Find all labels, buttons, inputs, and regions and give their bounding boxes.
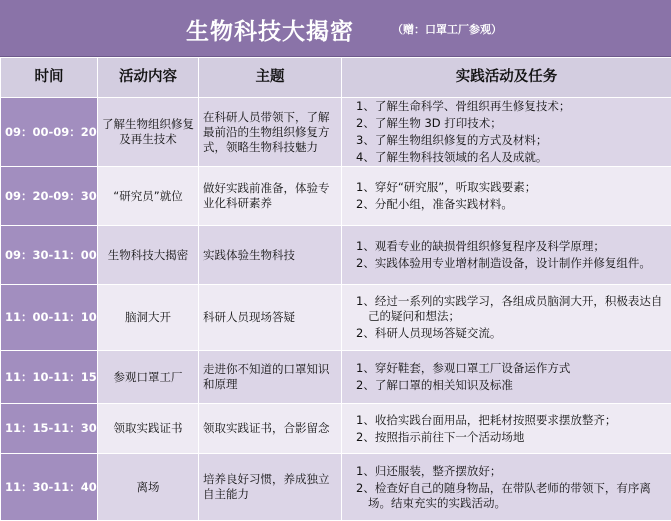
row-time: 09：00-09：20 xyxy=(1,98,98,167)
row-theme: 做好实践前准备，体验专业化科研素养 xyxy=(199,167,342,226)
row-tasks xyxy=(342,285,671,351)
table-row xyxy=(1,404,671,454)
header-activity: 活动内容 xyxy=(98,58,199,98)
task-item: 1、穿好鞋套，参观口罩工厂设备运作方式 xyxy=(356,360,669,377)
row-tasks xyxy=(342,167,671,226)
row-theme: 科研人员现场答疑 xyxy=(199,285,342,351)
row-tasks xyxy=(342,404,671,454)
task-item: 2、科研人员现场答疑交流。 xyxy=(356,325,669,342)
schedule-table xyxy=(0,57,671,521)
row-time: 11：15-11：30 xyxy=(1,404,98,454)
row-activity: “研究员”就位 xyxy=(98,167,199,226)
row-theme: 走进你不知道的口罩知识和原理 xyxy=(199,351,342,404)
table-row xyxy=(1,285,671,351)
task-item: 2、检查好自己的随身物品，在带队老师的带领下，有序离场。结束充实的实践活动。 xyxy=(356,480,669,512)
page-subtitle: （赠：口罩工厂参观） xyxy=(392,21,502,37)
header-row xyxy=(1,58,671,98)
task-item: 1、了解生命科学、骨组织再生修复技术； xyxy=(356,98,669,115)
row-tasks xyxy=(342,226,671,285)
task-item: 1、观看专业的缺损骨组织修复程序及科学原理； xyxy=(356,238,669,255)
row-activity: 生物科技大揭密 xyxy=(98,226,199,285)
row-time: 11：00-11：10 xyxy=(1,285,98,351)
row-time: 09：30-11：00 xyxy=(1,226,98,285)
row-theme: 在科研人员带领下，了解最前沿的生物组织修复方式，领略生物科技魅力 xyxy=(199,98,342,167)
row-time: 11：10-11：15 xyxy=(1,351,98,404)
page-title: 生物科技大揭密 xyxy=(186,13,354,46)
row-tasks xyxy=(342,351,671,404)
row-activity: 离场 xyxy=(98,454,199,521)
table-header xyxy=(1,58,671,98)
task-item: 1、经过一系列的实践学习，各组成员脑洞大开，积极表达自己的疑问和想法； xyxy=(356,293,669,325)
title-banner xyxy=(0,0,671,57)
task-item: 2、实践体验用专业增材制造设备，设计制作并修复组件。 xyxy=(356,255,669,272)
table-body xyxy=(1,98,671,521)
row-theme: 领取实践证书，合影留念 xyxy=(199,404,342,454)
task-item: 1、穿好“研究服”，听取实践要素； xyxy=(356,179,669,196)
task-item: 2、了解口罩的相关知识及标准 xyxy=(356,377,669,394)
row-activity: 了解生物组织修复及再生技术 xyxy=(98,98,199,167)
table-row xyxy=(1,98,671,167)
header-theme: 主题 xyxy=(199,58,342,98)
task-item: 2、分配小组，准备实践材料。 xyxy=(356,196,669,213)
header-time: 时间 xyxy=(1,58,98,98)
row-activity: 脑洞大开 xyxy=(98,285,199,351)
row-theme: 培养良好习惯，养成独立自主能力 xyxy=(199,454,342,521)
row-theme: 实践体验生物科技 xyxy=(199,226,342,285)
task-item: 1、收拾实践台面用品，把耗材按照要求摆放整齐； xyxy=(356,412,669,429)
row-tasks xyxy=(342,454,671,521)
table-row xyxy=(1,351,671,404)
row-time: 09：20-09：30 xyxy=(1,167,98,226)
task-item: 4、了解生物科技领域的名人及成就。 xyxy=(356,149,669,166)
header-tasks: 实践活动及任务 xyxy=(342,58,671,98)
task-item: 3、了解生物组织修复的方式及材料； xyxy=(356,132,669,149)
row-activity: 参观口罩工厂 xyxy=(98,351,199,404)
table-row xyxy=(1,454,671,521)
row-activity: 领取实践证书 xyxy=(98,404,199,454)
task-item: 2、按照指示前往下一个活动场地 xyxy=(356,429,669,446)
row-time: 11：30-11：40 xyxy=(1,454,98,521)
task-item: 2、了解生物 3D 打印技术； xyxy=(356,115,669,132)
table-row xyxy=(1,226,671,285)
row-tasks xyxy=(342,98,671,167)
table-row xyxy=(1,167,671,226)
task-item: 1、归还服装，整齐摆放好； xyxy=(356,463,669,480)
